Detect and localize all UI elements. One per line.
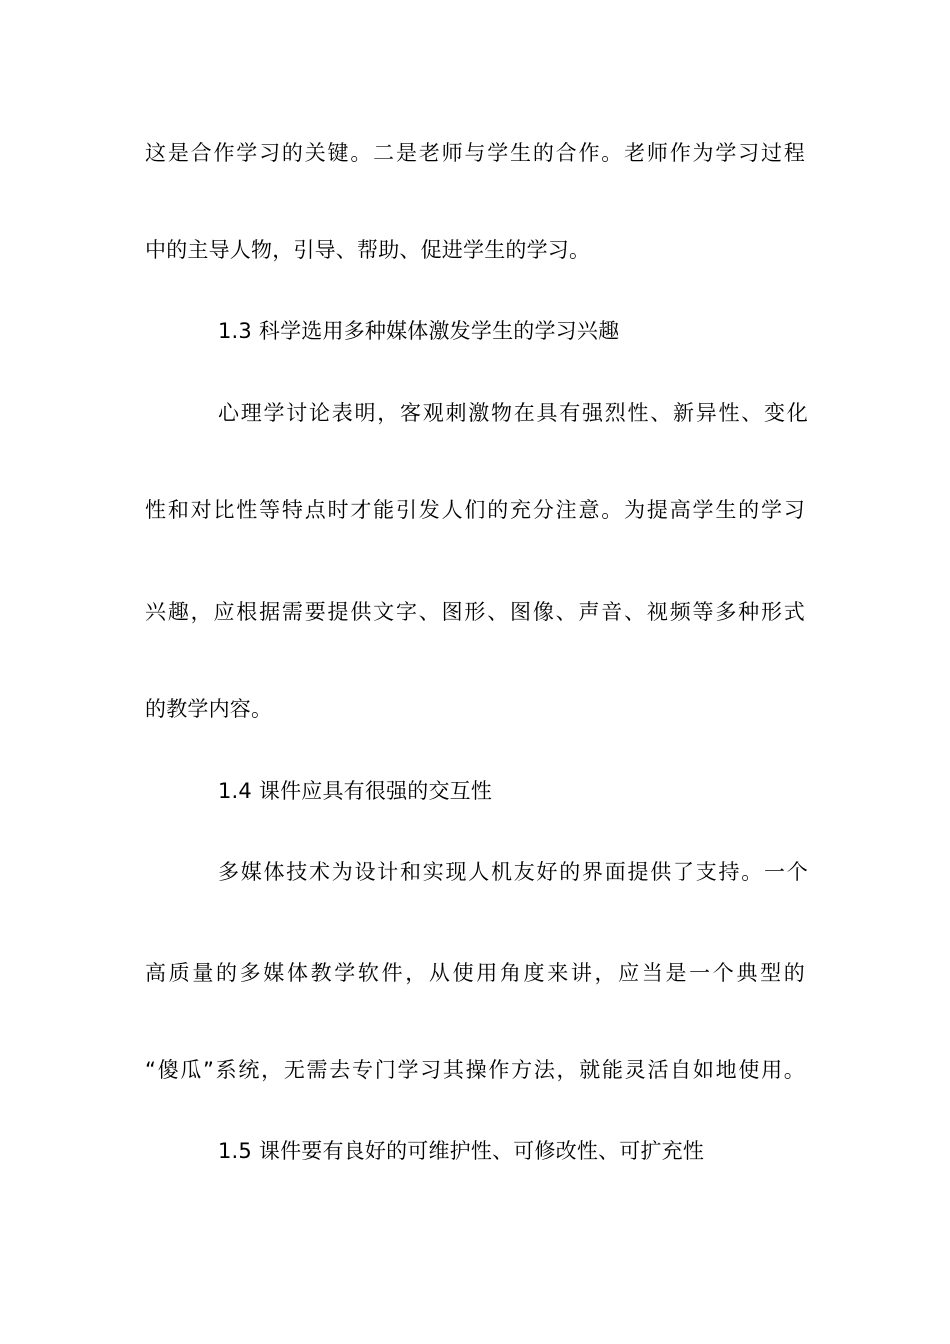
- paragraph-line-1: 这是合作学习的关键。二是老师与学生的合作。老师作为学习过程: [145, 141, 805, 165]
- paragraph-line-6: 兴趣，应根据需要提供文字、图形、图像、声音、视频等多种形式: [145, 600, 805, 624]
- paragraph-line-4: 心理学讨论表明，客观刺激物在具有强烈性、新异性、变化: [218, 401, 808, 425]
- paragraph-line-9: 多媒体技术为设计和实现人机友好的界面提供了支持。一个: [218, 860, 808, 884]
- section-heading-1-4: 1.4 课件应具有很强的交互性: [218, 779, 493, 803]
- paragraph-line-10: 高质量的多媒体教学软件，从使用角度来讲，应当是一个典型的: [145, 961, 805, 985]
- paragraph-line-5: 性和对比性等特点时才能引发人们的充分注意。为提高学生的学习: [145, 498, 805, 522]
- section-heading-1-5: 1.5 课件要有良好的可维护性、可修改性、可扩充性: [218, 1139, 705, 1163]
- paragraph-line-11: “傻瓜”系统，无需去专门学习其操作方法，就能灵活自如地使用。: [145, 1058, 805, 1082]
- paragraph-line-7: 的教学内容。: [145, 697, 273, 721]
- section-heading-1-3: 1.3 科学选用多种媒体激发学生的学习兴趣: [218, 319, 620, 343]
- paragraph-line-2: 中的主导人物，引导、帮助、促进学生的学习。: [145, 238, 591, 262]
